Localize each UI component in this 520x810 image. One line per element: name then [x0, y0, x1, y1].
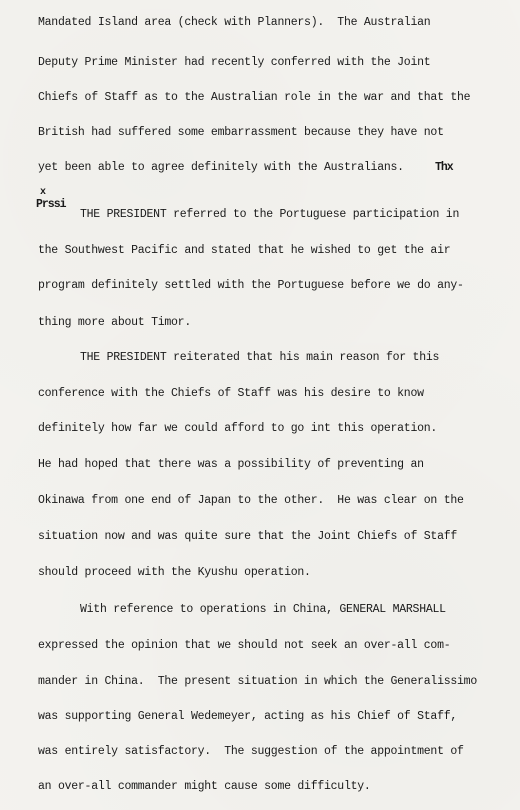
text-line-10: THE PRESIDENT reiterated that his main reason for this	[80, 351, 440, 364]
text-line-21: was entirely satisfactory. The suggestion of the appointment of	[38, 745, 464, 758]
text-line-2: Deputy Prime Minister had recently conferred with the Joint	[38, 56, 431, 69]
text-line-8: program definitely settled with the Portuguese before we do any-	[38, 279, 464, 292]
text-line-9: thing more about Timor.	[38, 316, 191, 329]
text-line-15: situation now and was quite sure that the Joint Chiefs of Staff	[38, 530, 458, 543]
text-line-13: He had hoped that there was a possibility of preventing an	[38, 458, 424, 471]
text-line-16: should proceed with the Kyushu operation.	[38, 566, 311, 579]
text-line-1: Mandated Island area (check with Planners). The Australian	[38, 16, 431, 29]
text-line-18: expressed the opinion that we should not seek an over-all com-	[38, 639, 451, 652]
text-line-11: conference with the Chiefs of Staff was his desire to know	[38, 387, 424, 400]
struck-mark-x: x	[40, 187, 46, 198]
text-line-6: THE PRESIDENT referred to the Portuguese participation in	[80, 208, 460, 221]
text-line-19: mander in China. The present situation in which the Generalissimo	[38, 675, 477, 688]
text-line-7: the Southwest Pacific and stated that he wished to get the air	[38, 244, 451, 257]
text-line-20: was supporting General Wedemeyer, acting as his Chief of Staff,	[38, 710, 458, 723]
struck-text-prssi: Prssi	[36, 198, 66, 211]
text-line-17: With reference to operations in China, GENERAL MARSHALL	[80, 603, 446, 616]
text-line-4: British had suffered some embarrassment because they have not	[38, 126, 444, 139]
text-line-3: Chiefs of Staff as to the Australian role in the war and that the	[38, 91, 471, 104]
text-line-14: Okinawa from one end of Japan to the other. He was clear on the	[38, 494, 464, 507]
text-line-5: yet been able to agree definitely with the Australians.	[38, 161, 404, 174]
struck-text-tail: Thx	[435, 161, 453, 174]
text-line-12: definitely how far we could afford to go int this operation.	[38, 422, 438, 435]
text-line-22: an over-all commander might cause some difficulty.	[38, 780, 371, 793]
